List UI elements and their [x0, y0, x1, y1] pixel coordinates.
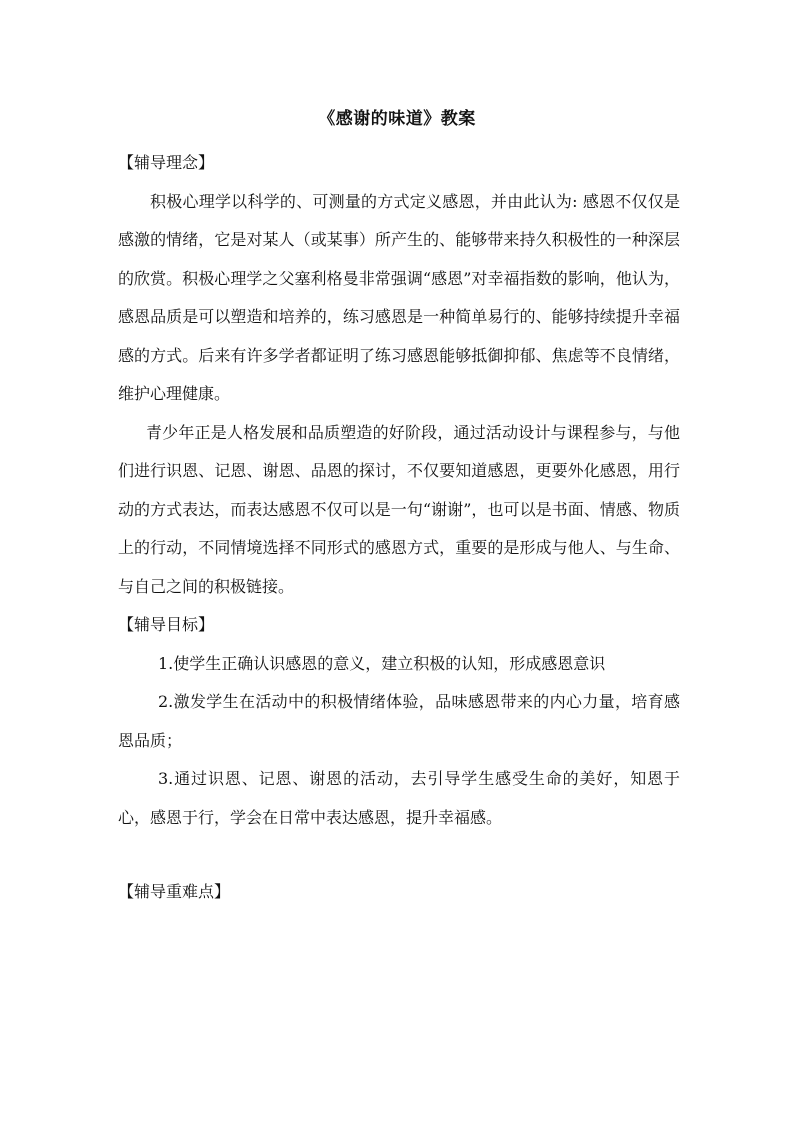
goal-item: 3.通过识恩、记恩、谢恩的活动，去引导学生感受生命的美好，知恩于心，感恩于行，学会在日常中表达感恩，提升幸福感。 [118, 769, 680, 827]
page-title: 《感谢的味道》教案 [318, 109, 476, 129]
section-heading-key-points: 【辅导重难点】 [118, 882, 231, 901]
document-body [118, 144, 680, 912]
section-heading-goals: 【辅导目标】 [118, 615, 215, 634]
goal-item: 1.使学生正确认识感恩的意义，建立积极的认知，形成感恩意识 [158, 653, 606, 673]
paragraph: 青少年正是人格发展和品质塑造的好阶段，通过活动设计与课程参与，与他们进行识恩、记恩、谢恩、品恩的探讨，不仅要知道感恩，更要外化感恩，用行动的方式表达，而表达感恩不仅可以是一句“谢谢”，也可以是书面、情感、物质上的行动，不同情境选择不同形式的感恩方式，重要的是形成与他人、与生命、与自己之间的积极链接。 [118, 422, 680, 596]
spacer [118, 837, 680, 873]
paragraph: 积极心理学以科学的、可测量的方式定义感恩，并由此认为: 感恩不仅仅是感激的情绪，它是对某人（或某事）所产生的、能够带来持久积极性的一种深层的欣赏。积极心理学之父塞利格曼非常强调“感恩”对幸福指数的影响，他认为，感恩品质是可以塑造和培养的，练习感恩是一种简单易行的、能够持续提升幸福感的方式。后来有许多学者都证明了练习感恩能够抵御抑郁、焦虑等不良情绪，维护心理健康。 [118, 191, 680, 403]
section-heading-philosophy: 【辅导理念】 [118, 153, 215, 172]
goal-item: 2.激发学生在活动中的积极情绪体验，品味感恩带来的内心力量，培育感恩品质； [118, 692, 680, 750]
